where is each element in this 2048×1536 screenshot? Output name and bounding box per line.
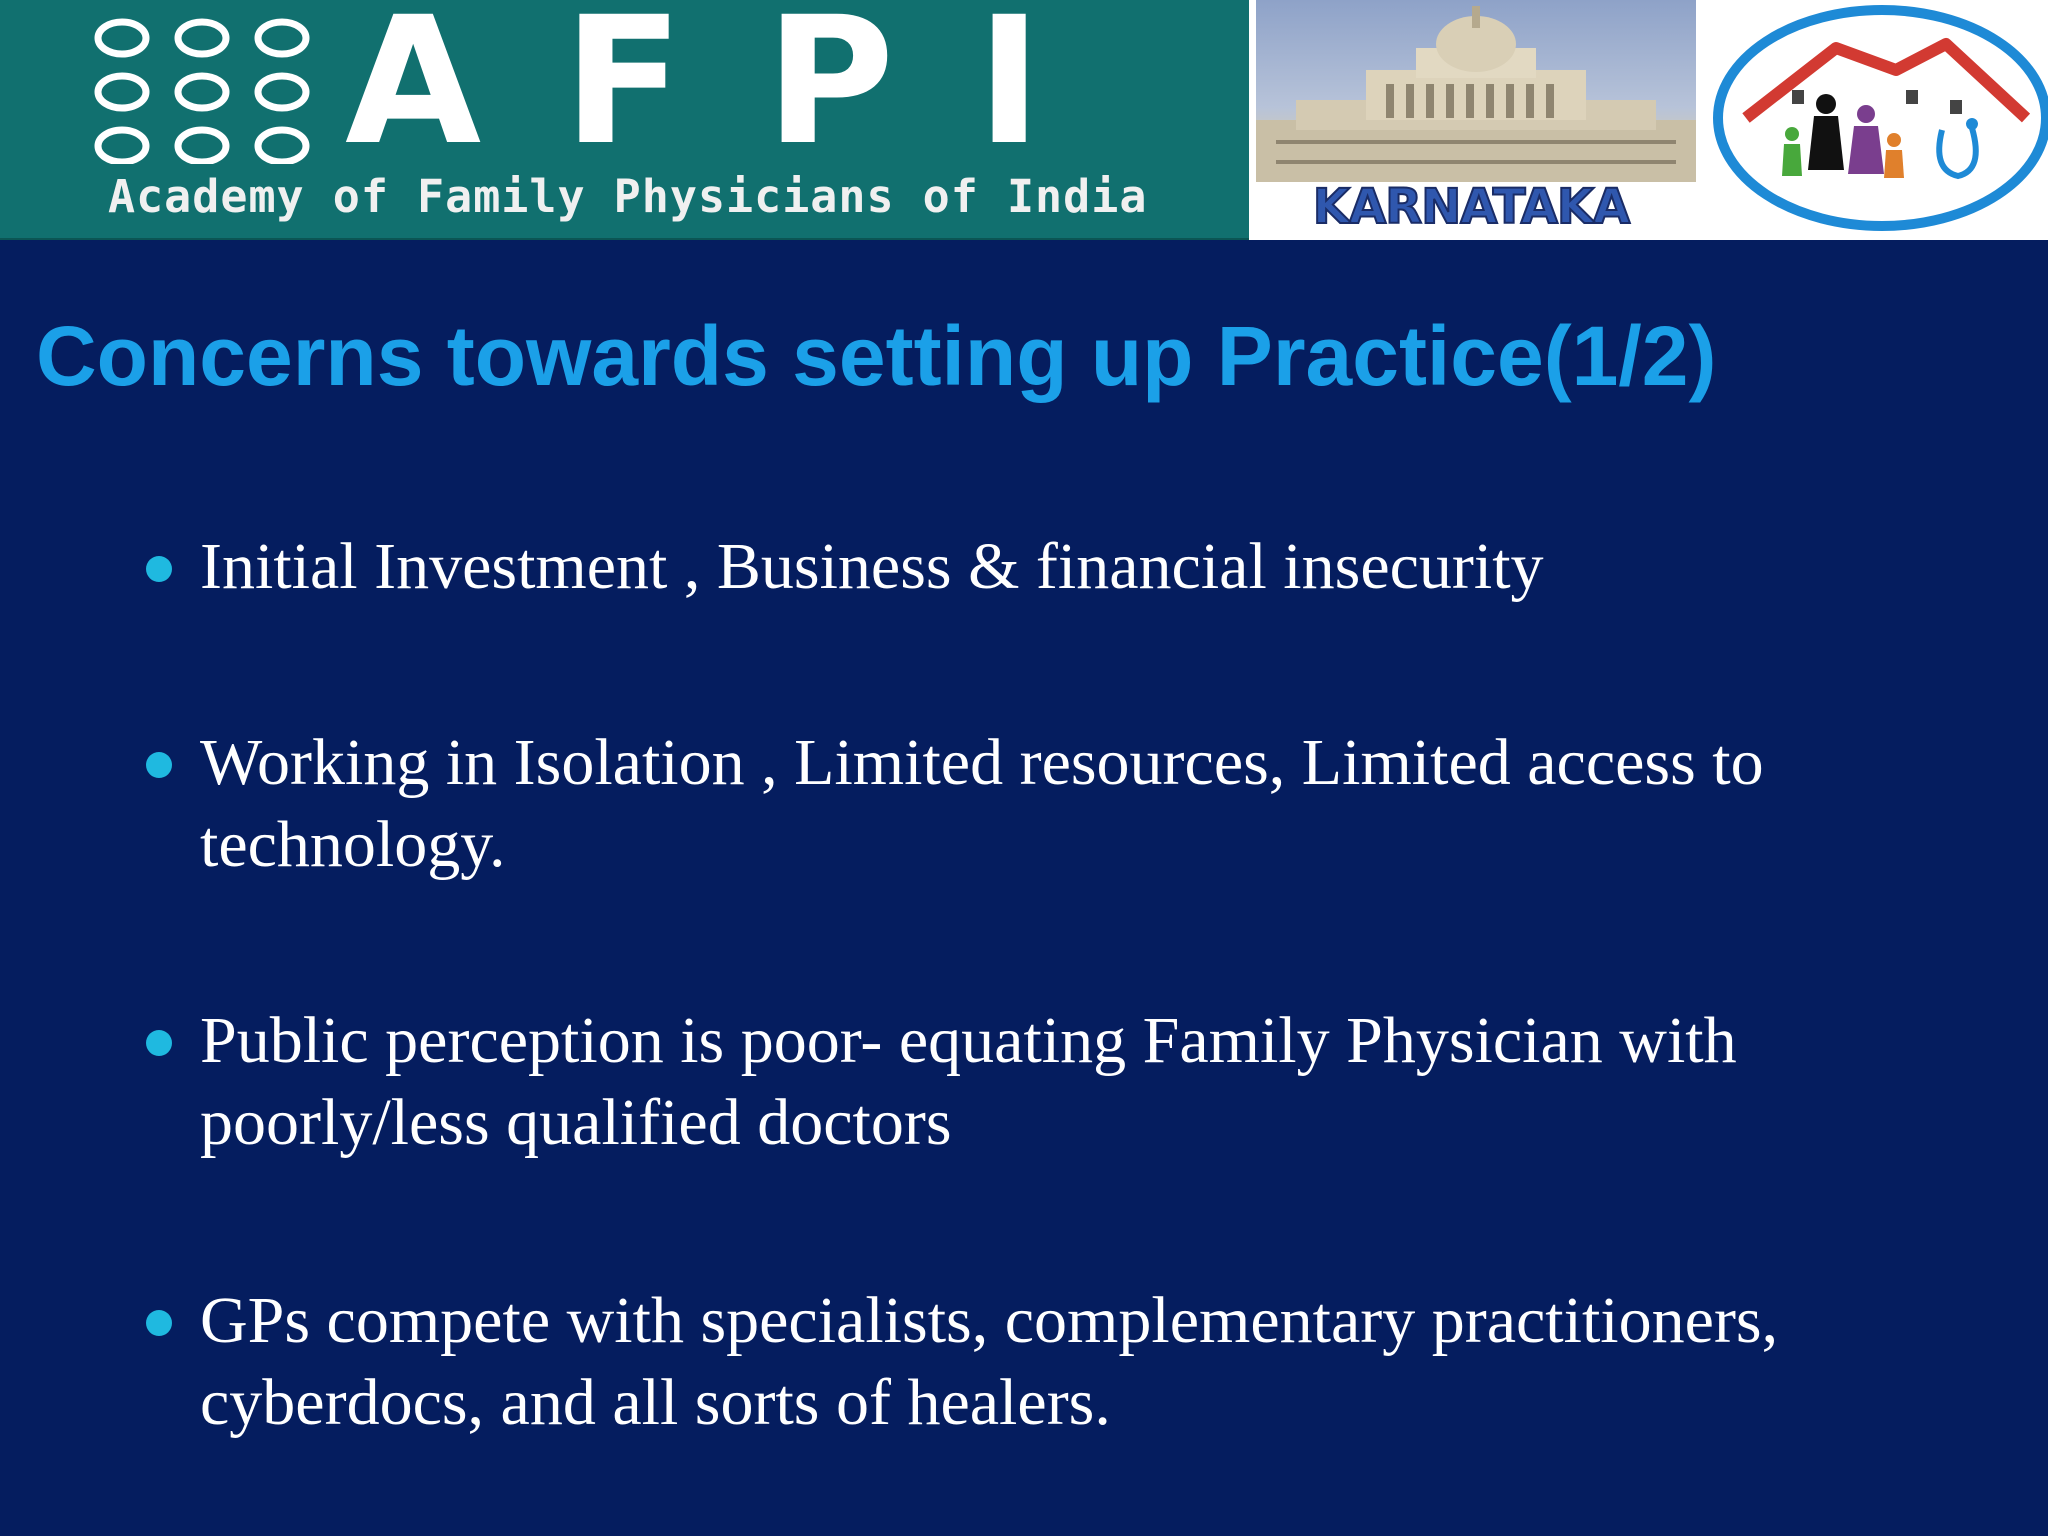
afpi-letters: AFPI bbox=[345, 0, 1124, 184]
bullet-text: Initial Investment , Business & financial insecurity bbox=[200, 530, 1544, 603]
slide-title: Concerns towards setting up Practice(1/2) bbox=[36, 309, 1717, 403]
family-home-stethoscope-icon bbox=[1696, 0, 2048, 240]
family-physician-emblem bbox=[1696, 0, 2048, 240]
bullet-dot-icon bbox=[146, 1030, 172, 1056]
bullet-dot-icon bbox=[146, 556, 172, 582]
afpi-logo bbox=[0, 0, 1249, 240]
bullet-dot-icon bbox=[146, 1310, 172, 1336]
header-banner bbox=[0, 0, 2048, 240]
bullet-item bbox=[200, 526, 1840, 608]
bullet-text: Working in Isolation , Limited resources, Limited access to technology. bbox=[200, 726, 1764, 881]
afpi-subtitle: Academy of Family Physicians of India bbox=[108, 170, 1148, 223]
bullet-item bbox=[200, 722, 1840, 886]
bullet-item bbox=[200, 1000, 1840, 1164]
bullet-dot-icon bbox=[146, 752, 172, 778]
bullet-text: GPs compete with specialists, complementary practitioners, cyberdocs, and all sorts of healers. bbox=[200, 1284, 1779, 1439]
bullet-text: Public perception is poor- equating Family Physician with poorly/less qualified doctors bbox=[200, 1004, 1737, 1159]
karnataka-label: KARNATAKA bbox=[1312, 179, 1630, 235]
bullet-item bbox=[200, 1280, 1840, 1444]
circles-grid-icon bbox=[92, 14, 322, 164]
